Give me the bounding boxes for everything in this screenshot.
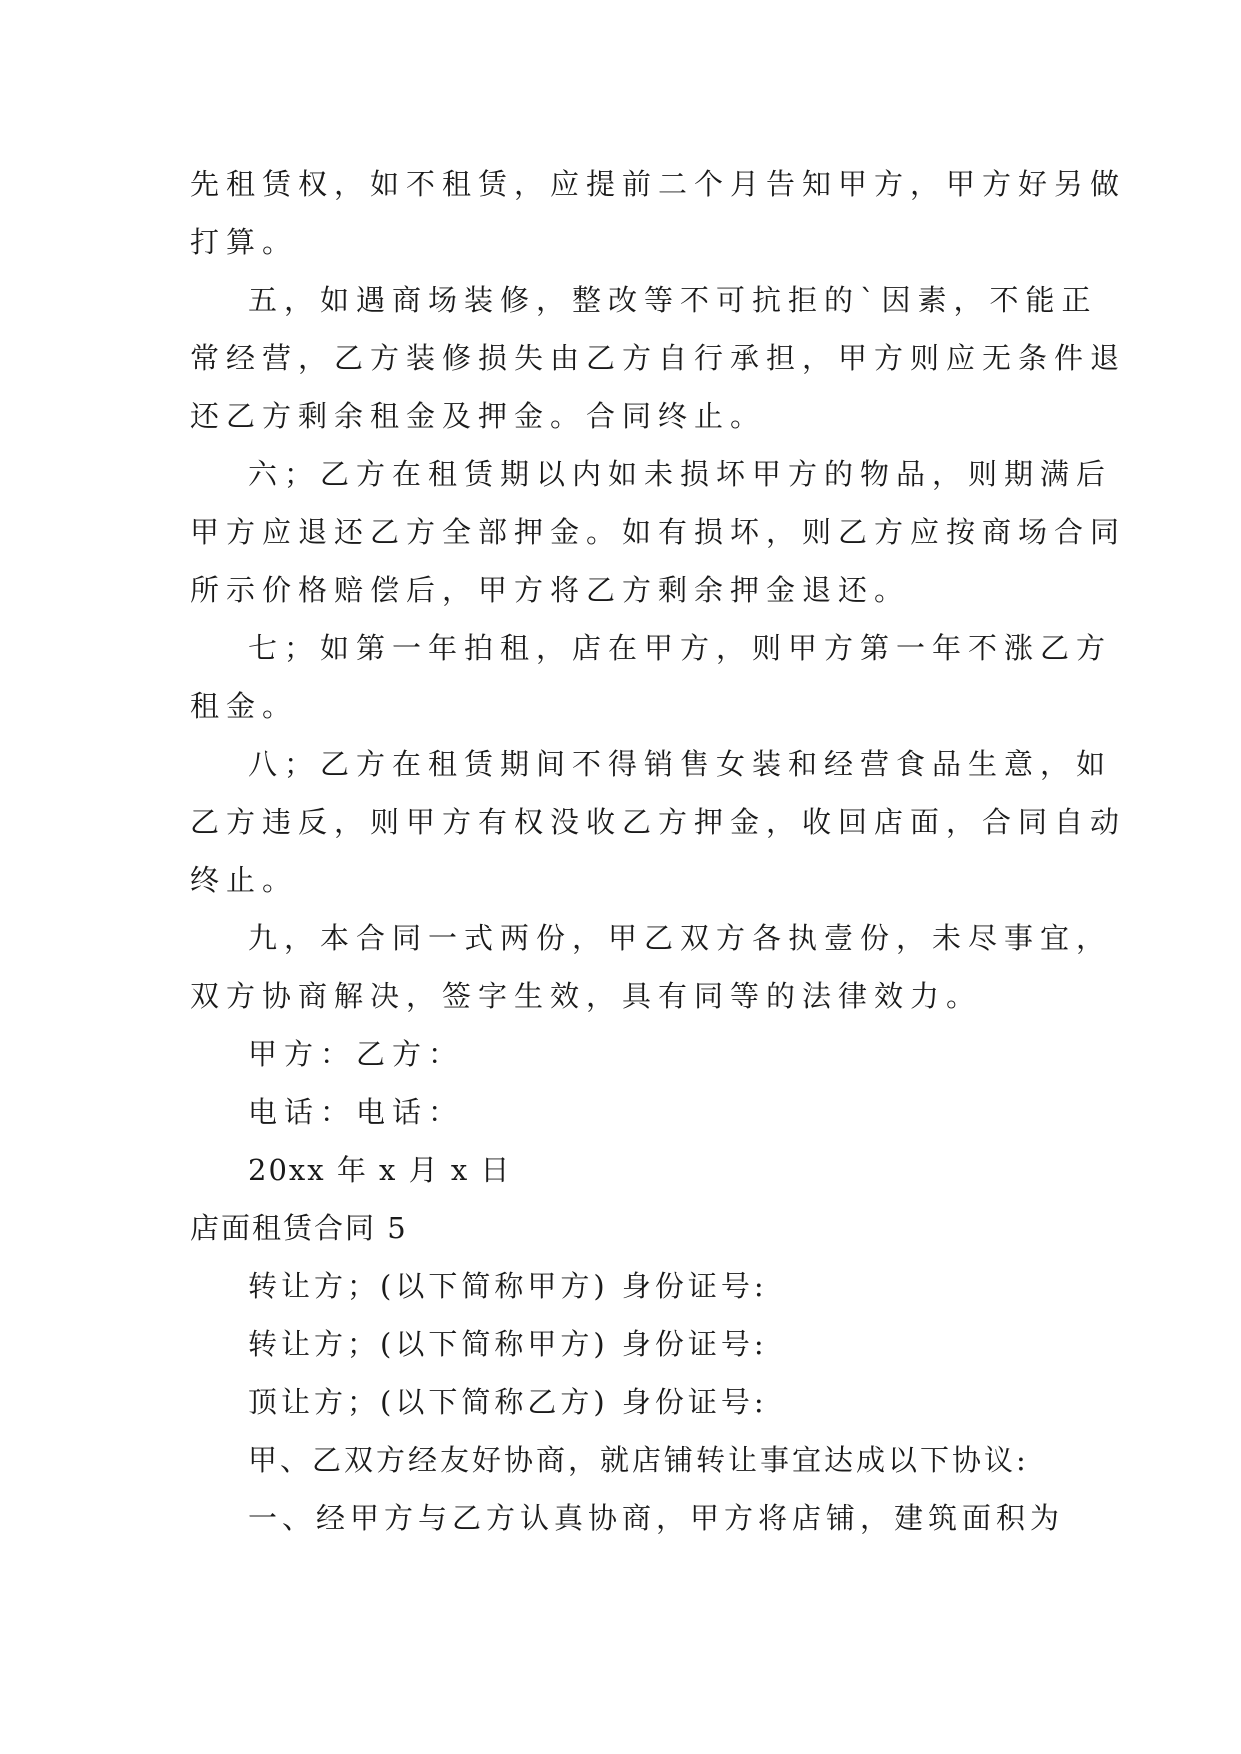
text-line: 终止。	[190, 863, 299, 897]
clause-seven	[190, 619, 1113, 735]
signature-phones	[190, 1083, 1052, 1141]
signature-date	[190, 1141, 1052, 1199]
clause-five	[190, 271, 1127, 445]
document-page	[190, 155, 1127, 1547]
text-line: 七；如第一年拍租，店在甲方，则甲方第一年不涨乙方	[248, 631, 1113, 665]
paragraph-lease-priority	[190, 155, 1127, 271]
clause-eight	[190, 735, 1127, 909]
text-line: 所示价格赔偿后，甲方将乙方剩余押金退还。	[190, 573, 911, 607]
text-line: 顶让方；(以下简称乙方) 身份证号:	[248, 1385, 768, 1419]
agreement-intro	[190, 1431, 1052, 1489]
text-line: 乙方违反，则甲方有权没收乙方押金，收回店面，合同自动	[190, 805, 1127, 839]
text-line: 九，本合同一式两份，甲乙双方各执壹份，未尽事宜，	[248, 921, 1113, 955]
text-line: 打算。	[190, 225, 299, 259]
text-line: 常经营，乙方装修损失由乙方自行承担，甲方则应无条件退	[190, 341, 1127, 375]
text-line: 甲方：乙方：	[248, 1037, 465, 1071]
text-line: 一、经甲方与乙方认真协商，甲方将店铺，建筑面积为	[248, 1501, 1065, 1535]
section-title: 店面租赁合同 5	[190, 1211, 408, 1245]
transferor-line-2	[190, 1315, 1052, 1373]
clause-one-start	[190, 1489, 1065, 1547]
text-line: 甲方应退还乙方全部押金。如有损坏，则乙方应按商场合同	[190, 515, 1127, 549]
text-line: 双方协商解决，签字生效，具有同等的法律效力。	[190, 979, 983, 1013]
clause-six	[190, 445, 1127, 619]
signature-parties	[190, 1025, 1052, 1083]
text-line: 租金。	[190, 689, 299, 723]
text-line: 甲、乙双方经友好协商，就店铺转让事宜达成以下协议:	[248, 1443, 1029, 1477]
text-line: 转让方；(以下简称甲方) 身份证号:	[248, 1327, 768, 1361]
text-line: 电话：电话：	[248, 1095, 465, 1129]
text-line: 先租赁权，如不租赁，应提前二个月告知甲方，甲方好另做	[190, 167, 1127, 201]
text-line: 五，如遇商场装修，整改等不可抗拒的`因素，不能正	[248, 283, 1098, 317]
text-line: 转让方；(以下简称甲方) 身份证号:	[248, 1269, 768, 1303]
transferor-line-1	[190, 1257, 1052, 1315]
text-line: 八；乙方在租赁期间不得销售女装和经营食品生意，如	[248, 747, 1113, 781]
clause-nine	[190, 909, 1113, 1025]
text-line: 六；乙方在租赁期以内如未损坏甲方的物品，则期满后	[248, 457, 1113, 491]
transferee-line	[190, 1373, 1052, 1431]
text-line: 20xx 年 x 月 x 日	[248, 1153, 512, 1187]
text-line: 还乙方剩余租金及押金。合同终止。	[190, 399, 767, 433]
